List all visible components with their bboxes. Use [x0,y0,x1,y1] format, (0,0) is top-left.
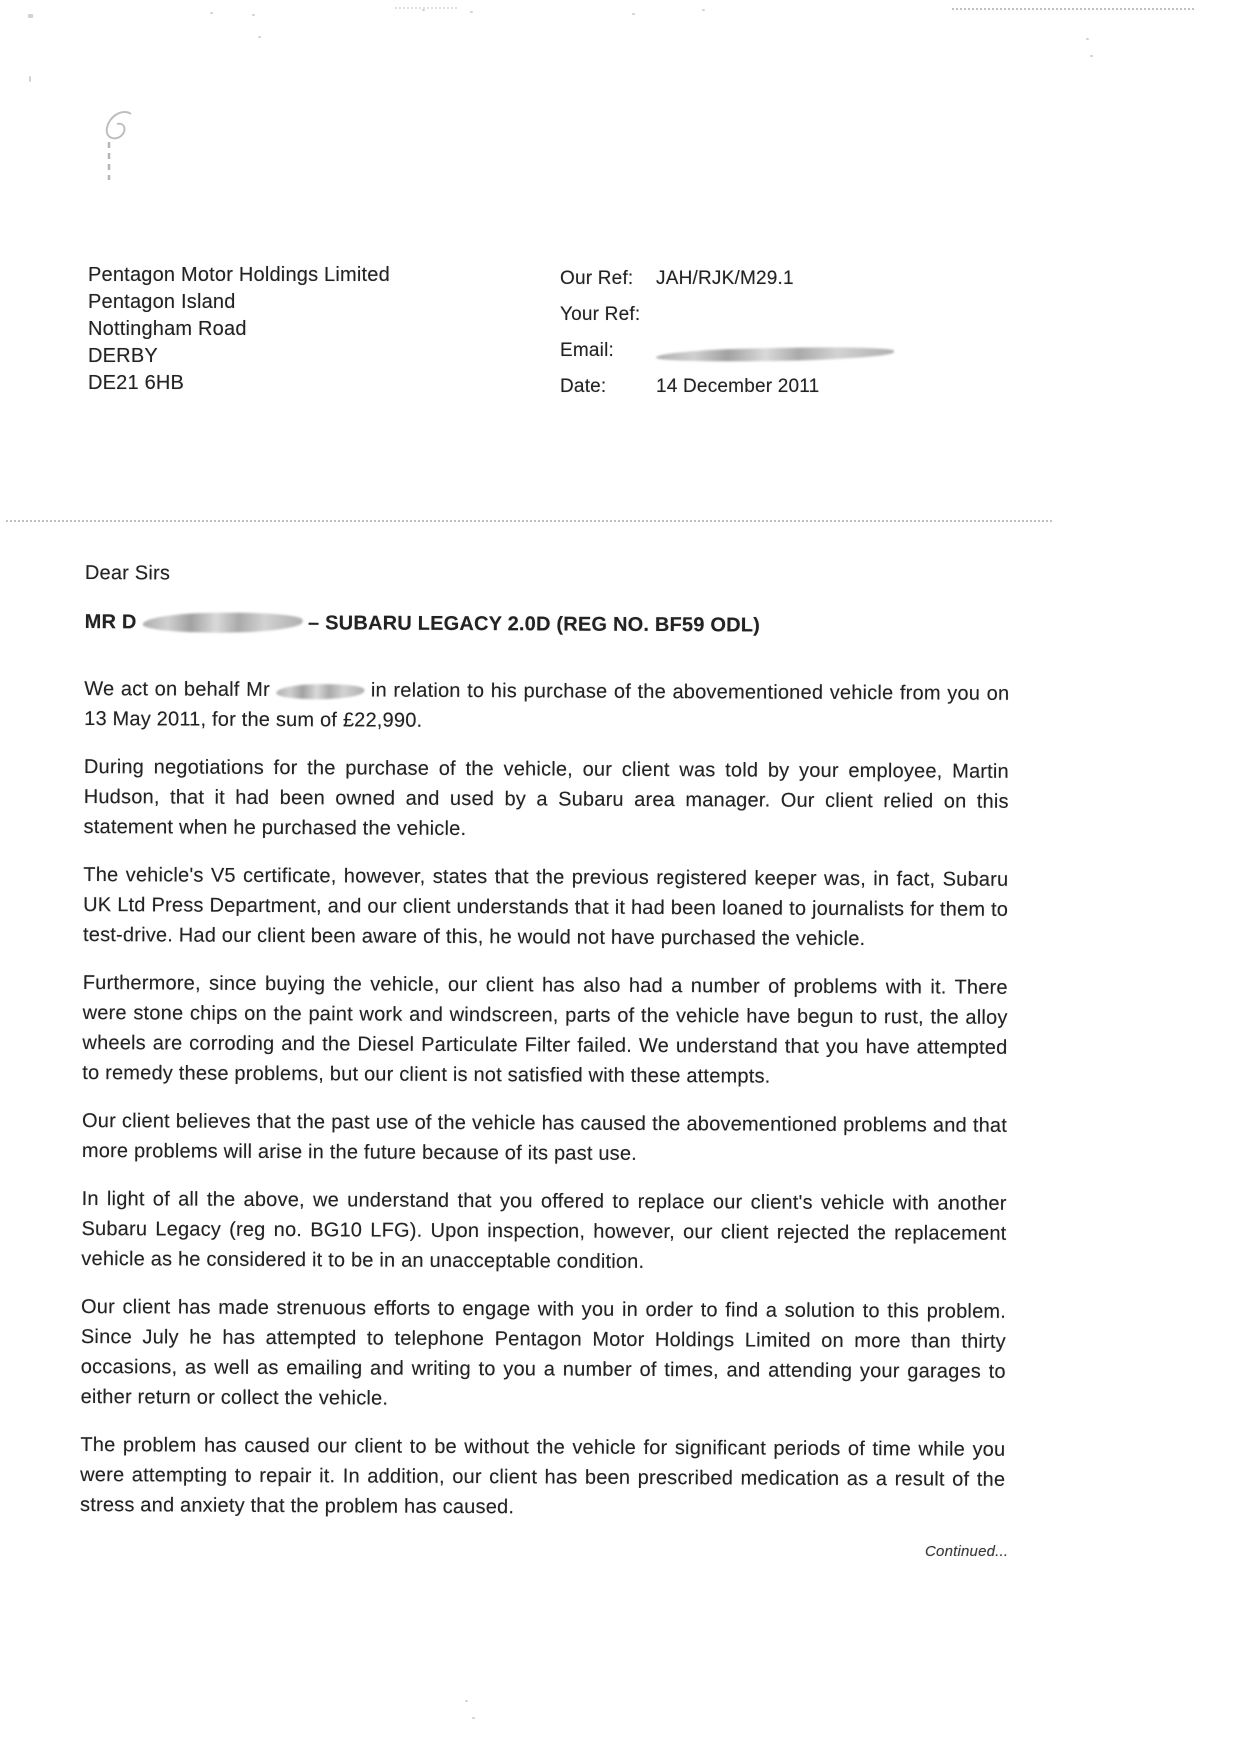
pencil-squiggle-mark [95,106,155,186]
scan-speck [252,14,255,16]
scan-speck [258,36,261,38]
reference-label: Your Ref: [560,304,641,325]
scan-speck [422,9,425,11]
reference-value [656,340,894,365]
scan-speck [472,1717,475,1719]
redaction-scribble [276,683,364,700]
reference-label: Email: [560,340,614,361]
subject-line: MR D – SUBARU LEGACY 2.0D (REG NO. BF59 ODL) [84,610,761,637]
reference-row [560,304,894,340]
reference-value: 14 December 2011 [656,376,820,397]
redaction-scribble [142,612,302,634]
reference-row [560,268,894,304]
address-line: DERBY [88,345,158,367]
letter-paragraph: The vehicle's V5 certificate, however, states that the previous registered keeper was, in fact, Subaru UK Ltd Press Department, and our client understands that it had been loaned to journalists for them to test-drive. Had our client been aware of this, he would not have purchased the vehicle. [82,863,1009,951]
letter-body [80,558,1010,1543]
redaction-scribble [656,346,894,364]
reference-label: Date: [560,376,607,397]
scan-artifact-dotted-line-top [952,8,1194,10]
reference-value: JAH/RJK/M29.1 [656,268,794,289]
scan-speck [210,12,213,14]
letter-paragraph: Furthermore, since buying the vehicle, our client has also had a number of problems with it. There were stone chips on the paint work and windscreen, parts of the vehicle have begun to rust, the alloy wheels are corroding and the Diesel Particulate Filter failed. We understand that you have attempted to remedy these problems, but our client is not satisfied with these attempts. [82,971,1008,1088]
reference-label: Our Ref: [560,268,634,289]
salutation: Dear Sirs [84,561,171,585]
scan-artifact-dotted-line-top-short [395,7,457,9]
scan-speck [702,9,705,11]
continued-note: Continued... [925,1543,1009,1560]
letter-paragraphs [80,674,1009,1525]
letter-paragraph: We act on behalf Mr in relation to his purchase of the abovementioned vehicle from you on 13 May 2011, for the sum of £22,990. [84,677,1010,732]
address-line: Nottingham Road [88,318,247,340]
address-line: Pentagon Motor Holdings Limited [88,264,390,286]
address-line: Pentagon Island [88,291,236,313]
letter-paragraph: Our client believes that the past use of the vehicle has caused the abovementioned problems and that more problems will arise in the future because of its past use. [81,1109,1008,1165]
scan-speck [632,13,635,15]
letter-paragraph: Our client has made strenuous efforts to engage with you in order to find a solution to this problem. Since July he has attempted to telephone Pentagon Motor Holdings Limited on more than thirty occasions, as well as emailing and writing to you a number of times, and attending your garages to either return or collect the vehicle. [80,1295,1007,1410]
letter-paragraph: In light of all the above, we understand that you offered to replace our client's vehicle with another Subaru Legacy (reg no. BG10 LFG). Upon inspection, however, our client rejected the replacement vehicle as he considered it to be in an unacceptable condition. [81,1187,1007,1273]
recipient-address [88,262,390,397]
scan-speck [1090,55,1093,57]
letter-paragraph: The problem has caused our client to be without the vehicle for significant periods of time while you were attempting to repair it. In addition, our client has been prescribed medication as a result of the stress and anxiety that the problem has caused. [79,1433,1006,1519]
dotted-separator-line [6,520,1052,522]
scan-speck [1086,38,1089,40]
scan-speck [465,1700,468,1702]
address-line: DE21 6HB [88,372,185,394]
scan-speck [28,14,33,18]
reference-block [560,268,894,412]
reference-row [560,340,894,376]
reference-row [560,376,894,412]
scan-speck [470,11,473,13]
scan-speck [29,76,31,82]
letter-paragraph: During negotiations for the purchase of the vehicle, our client was told by your employee, Martin Hudson, that it had been owned and used by a Subaru area manager. Our client relied on this statement when he purchased the vehicle. [83,755,1009,840]
